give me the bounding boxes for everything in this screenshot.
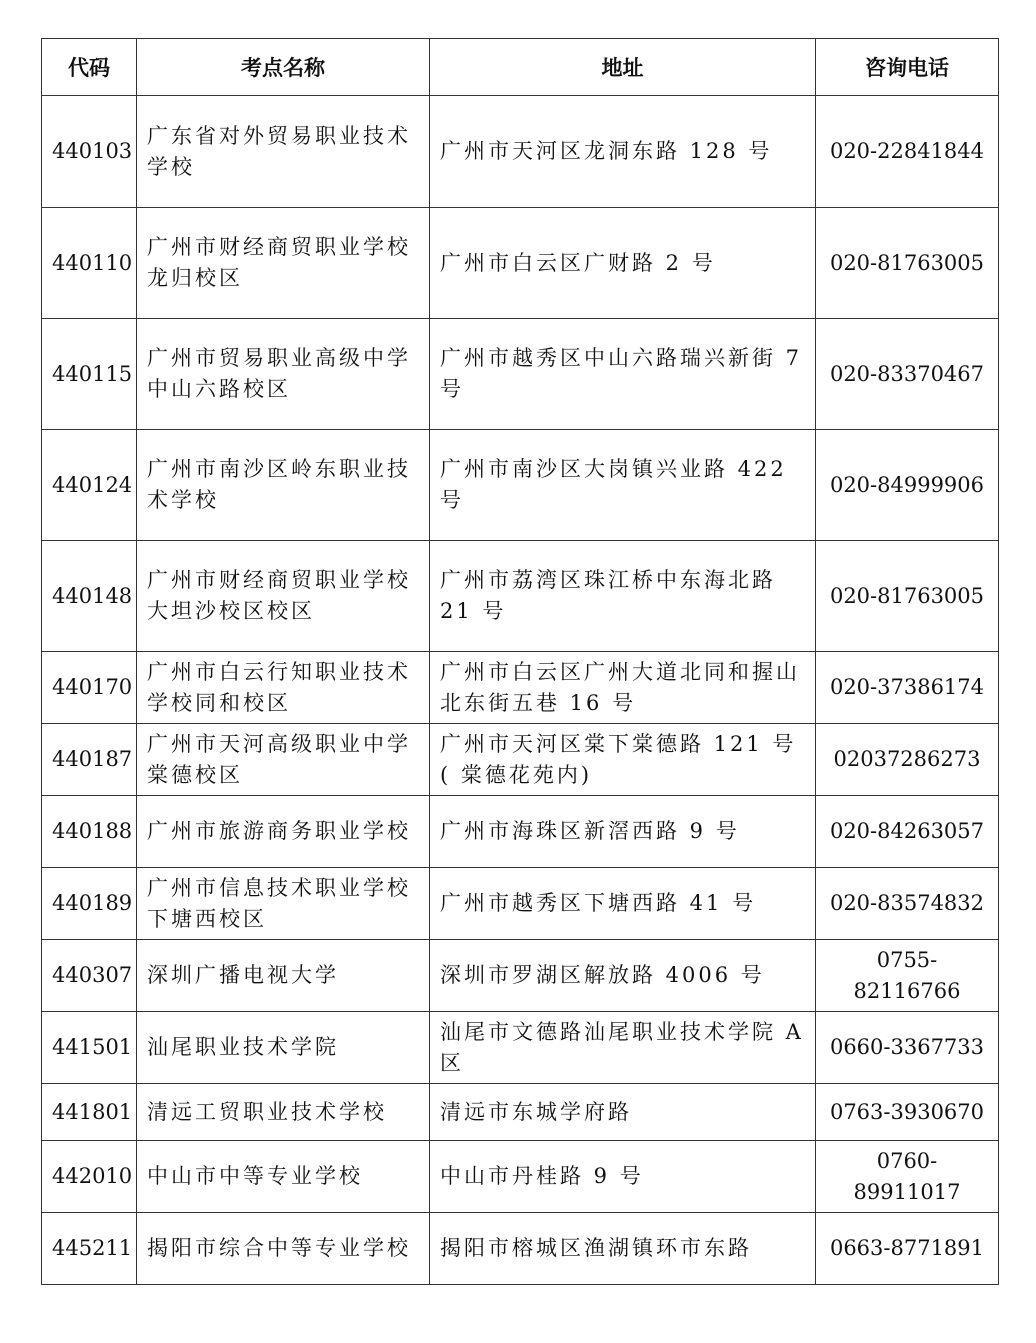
cell-code: 442010 (42, 1141, 137, 1213)
cell-site-name: 广州市贸易职业高级中学中山六路校区 (137, 319, 430, 430)
table-row (42, 1012, 999, 1084)
cell-code: 440307 (42, 940, 137, 1012)
cell-address: 广州市天河区龙洞东路 128 号 (430, 96, 816, 208)
header-address: 地址 (430, 39, 816, 96)
cell-phone: 020-83574832 (816, 868, 999, 940)
cell-site-name: 广州市南沙区岭东职业技术学校 (137, 430, 430, 541)
cell-address: 深圳市罗湖区解放路 4006 号 (430, 940, 816, 1012)
table-row (42, 541, 999, 652)
table-row (42, 724, 999, 796)
cell-code: 440170 (42, 652, 137, 724)
cell-phone: 0755-82116766 (816, 940, 999, 1012)
cell-phone: 0660-3367733 (816, 1012, 999, 1084)
cell-code: 441501 (42, 1012, 137, 1084)
table-row (42, 652, 999, 724)
table-row (42, 1084, 999, 1141)
cell-site-name: 广州市财经商贸职业学校龙归校区 (137, 208, 430, 319)
cell-phone: 020-83370467 (816, 319, 999, 430)
cell-address: 广州市天河区棠下棠德路 121 号( 棠德花苑内) (430, 724, 816, 796)
cell-address: 广州市荔湾区珠江桥中东海北路 21 号 (430, 541, 816, 652)
cell-code: 440115 (42, 319, 137, 430)
cell-code: 440187 (42, 724, 137, 796)
cell-address: 广州市越秀区下塘西路 41 号 (430, 868, 816, 940)
cell-site-name: 广州市旅游商务职业学校 (137, 796, 430, 868)
header-code: 代码 (42, 39, 137, 96)
cell-code: 440110 (42, 208, 137, 319)
cell-code: 441801 (42, 1084, 137, 1141)
cell-address: 汕尾市文德路汕尾职业技术学院 A 区 (430, 1012, 816, 1084)
table-row (42, 868, 999, 940)
cell-phone: 0760-89911017 (816, 1141, 999, 1213)
cell-site-name: 清远工贸职业技术学校 (137, 1084, 430, 1141)
cell-address: 中山市丹桂路 9 号 (430, 1141, 816, 1213)
table-row (42, 430, 999, 541)
table-row (42, 1213, 999, 1285)
exam-sites-table (41, 38, 999, 1285)
header-row (42, 39, 999, 96)
cell-address: 清远市东城学府路 (430, 1084, 816, 1141)
cell-code: 440124 (42, 430, 137, 541)
header-site-name: 考点名称 (137, 39, 430, 96)
cell-site-name: 广州市天河高级职业中学棠德校区 (137, 724, 430, 796)
cell-code: 440188 (42, 796, 137, 868)
cell-phone: 02037286273 (816, 724, 999, 796)
cell-address: 揭阳市榕城区渔湖镇环市东路 (430, 1213, 816, 1285)
cell-phone: 020-81763005 (816, 541, 999, 652)
cell-site-name: 汕尾职业技术学院 (137, 1012, 430, 1084)
table-row (42, 1141, 999, 1213)
cell-phone: 020-22841844 (816, 96, 999, 208)
header-phone: 咨询电话 (816, 39, 999, 96)
cell-phone: 0663-8771891 (816, 1213, 999, 1285)
cell-phone: 0763-3930670 (816, 1084, 999, 1141)
cell-site-name: 广东省对外贸易职业技术学校 (137, 96, 430, 208)
cell-address: 广州市白云区广财路 2 号 (430, 208, 816, 319)
cell-address: 广州市海珠区新滘西路 9 号 (430, 796, 816, 868)
cell-address: 广州市白云区广州大道北同和握山北东街五巷 16 号 (430, 652, 816, 724)
table-row (42, 208, 999, 319)
cell-code: 440148 (42, 541, 137, 652)
cell-site-name: 深圳广播电视大学 (137, 940, 430, 1012)
table-row (42, 319, 999, 430)
cell-site-name: 广州市财经商贸职业学校大坦沙校区校区 (137, 541, 430, 652)
cell-site-name: 中山市中等专业学校 (137, 1141, 430, 1213)
table-row (42, 796, 999, 868)
cell-address: 广州市越秀区中山六路瑞兴新街 7 号 (430, 319, 816, 430)
cell-address: 广州市南沙区大岗镇兴业路 422 号 (430, 430, 816, 541)
cell-code: 440189 (42, 868, 137, 940)
cell-code: 440103 (42, 96, 137, 208)
cell-phone: 020-84999906 (816, 430, 999, 541)
cell-phone: 020-37386174 (816, 652, 999, 724)
cell-site-name: 广州市信息技术职业学校下塘西校区 (137, 868, 430, 940)
cell-site-name: 广州市白云行知职业技术学校同和校区 (137, 652, 430, 724)
cell-code: 445211 (42, 1213, 137, 1285)
table-row (42, 940, 999, 1012)
cell-phone: 020-84263057 (816, 796, 999, 868)
table-row (42, 96, 999, 208)
cell-site-name: 揭阳市综合中等专业学校 (137, 1213, 430, 1285)
cell-phone: 020-81763005 (816, 208, 999, 319)
